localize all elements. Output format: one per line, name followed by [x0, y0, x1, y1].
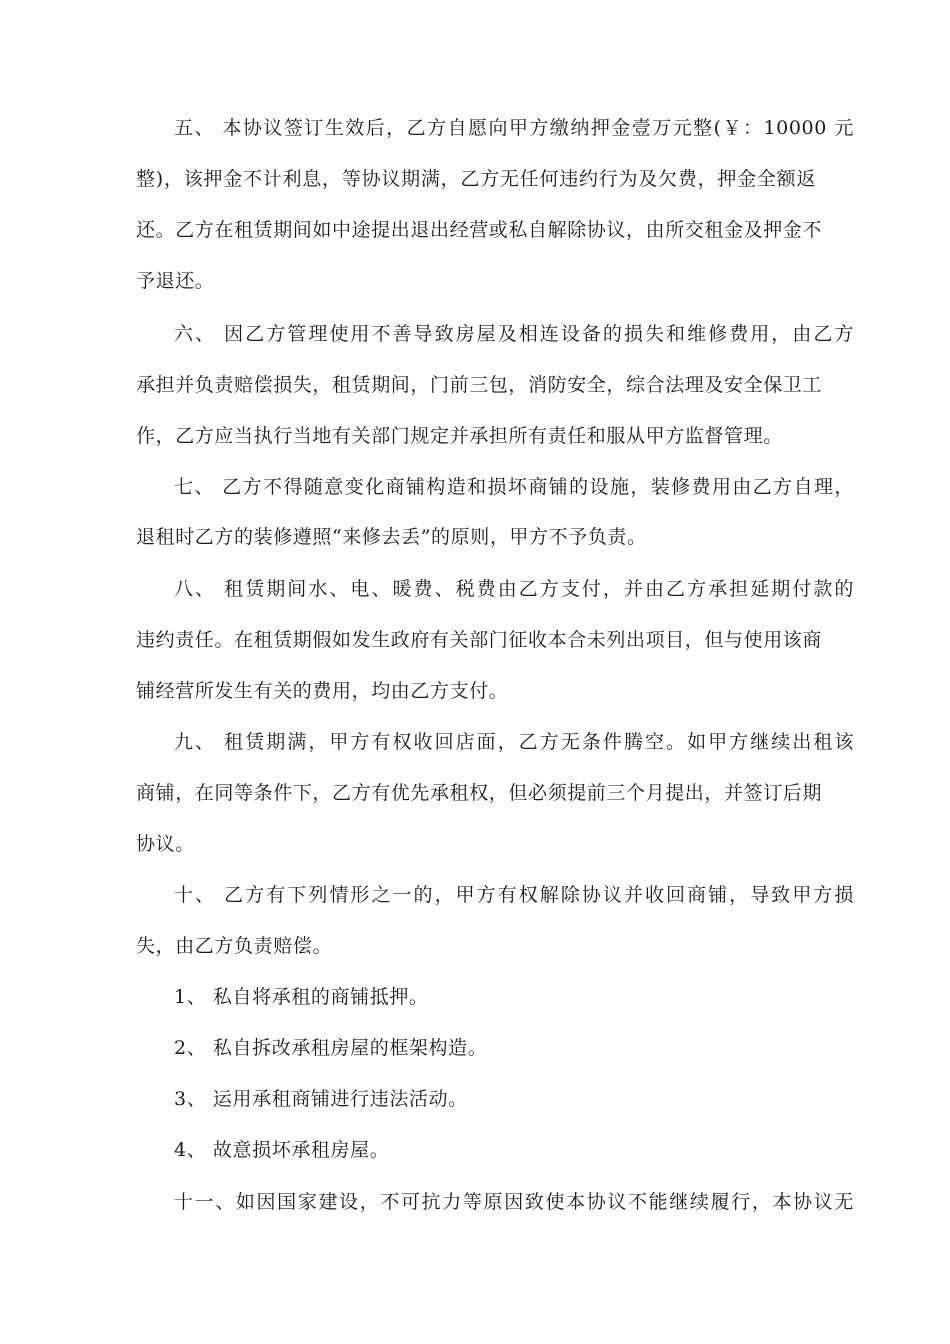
clause-8-line-3: 铺经营所发生有关的费用，均由乙方支付。: [136, 680, 509, 702]
clause-5-line-1: 五、 本协议签订生效后，乙方自愿向甲方缴纳押金壹万元整(￥：10000 元: [174, 117, 854, 139]
clause-9-line-2: 商铺，在同等条件下，乙方有优先承租权，但必须提前三个月提出，并签订后期: [136, 782, 823, 804]
clause-6-line-1: 六、 因乙方管理使用不善导致房屋及相连设备的损失和维修费用，由乙方: [174, 323, 854, 345]
clause-6-line-2: 承担并负责赔偿损失，租赁期间，门前三包，消防安全，综合法理及安全保卫工: [136, 374, 823, 396]
clause-10-line-2: 失，由乙方负责赔偿。: [136, 935, 333, 957]
clause-10-item-4: 4、 故意损坏承租房屋。: [174, 1139, 390, 1161]
clause-10-item-1: 1、 私自将承租的商铺抵押。: [174, 986, 429, 1008]
clause-9-line-3: 协议。: [136, 833, 195, 855]
clause-10-line-1: 十、 乙方有下列情形之一的，甲方有权解除协议并收回商铺，导致甲方损: [174, 884, 854, 906]
clause-8-line-1: 八、 租赁期间水、电、暖费、税费由乙方支付，并由乙方承担延期付款的: [174, 578, 854, 600]
clause-6-line-3: 作，乙方应当执行当地有关部门规定并承担所有责任和服从甲方监督管理。: [136, 425, 783, 447]
clause-11-line-1: 十一、如因国家建设，不可抗力等原因致使本协议不能继续履行，本协议无: [174, 1191, 854, 1213]
clause-5-line-3: 还。乙方在租赁期间如中途提出退出经营或私自解除协议，由所交租金及押金不: [136, 219, 823, 241]
clause-5-line-4: 予退还。: [136, 270, 215, 292]
clause-5-line-2: 整)，该押金不计利息，等协议期满，乙方无任何违约行为及欠费，押金全额返: [136, 168, 816, 190]
clause-7-line-1: 七、 乙方不得随意变化商铺构造和损坏商铺的设施，装修费用由乙方自理，: [174, 476, 854, 498]
clause-8-line-2: 违约责任。在租赁期假如发生政府有关部门征收本合未列出项目，但与使用该商: [136, 629, 823, 651]
clause-10-item-2: 2、 私自拆改承租房屋的框架构造。: [174, 1037, 488, 1059]
clause-7-line-2: 退租时乙方的装修遵照“来修去丢”的原则，甲方不予负责。: [136, 526, 647, 548]
clause-10-item-3: 3、 运用承租商铺进行违法活动。: [174, 1088, 468, 1110]
clause-9-line-1: 九、 租赁期满，甲方有权收回店面，乙方无条件腾空。如甲方继续出租该: [174, 731, 854, 753]
